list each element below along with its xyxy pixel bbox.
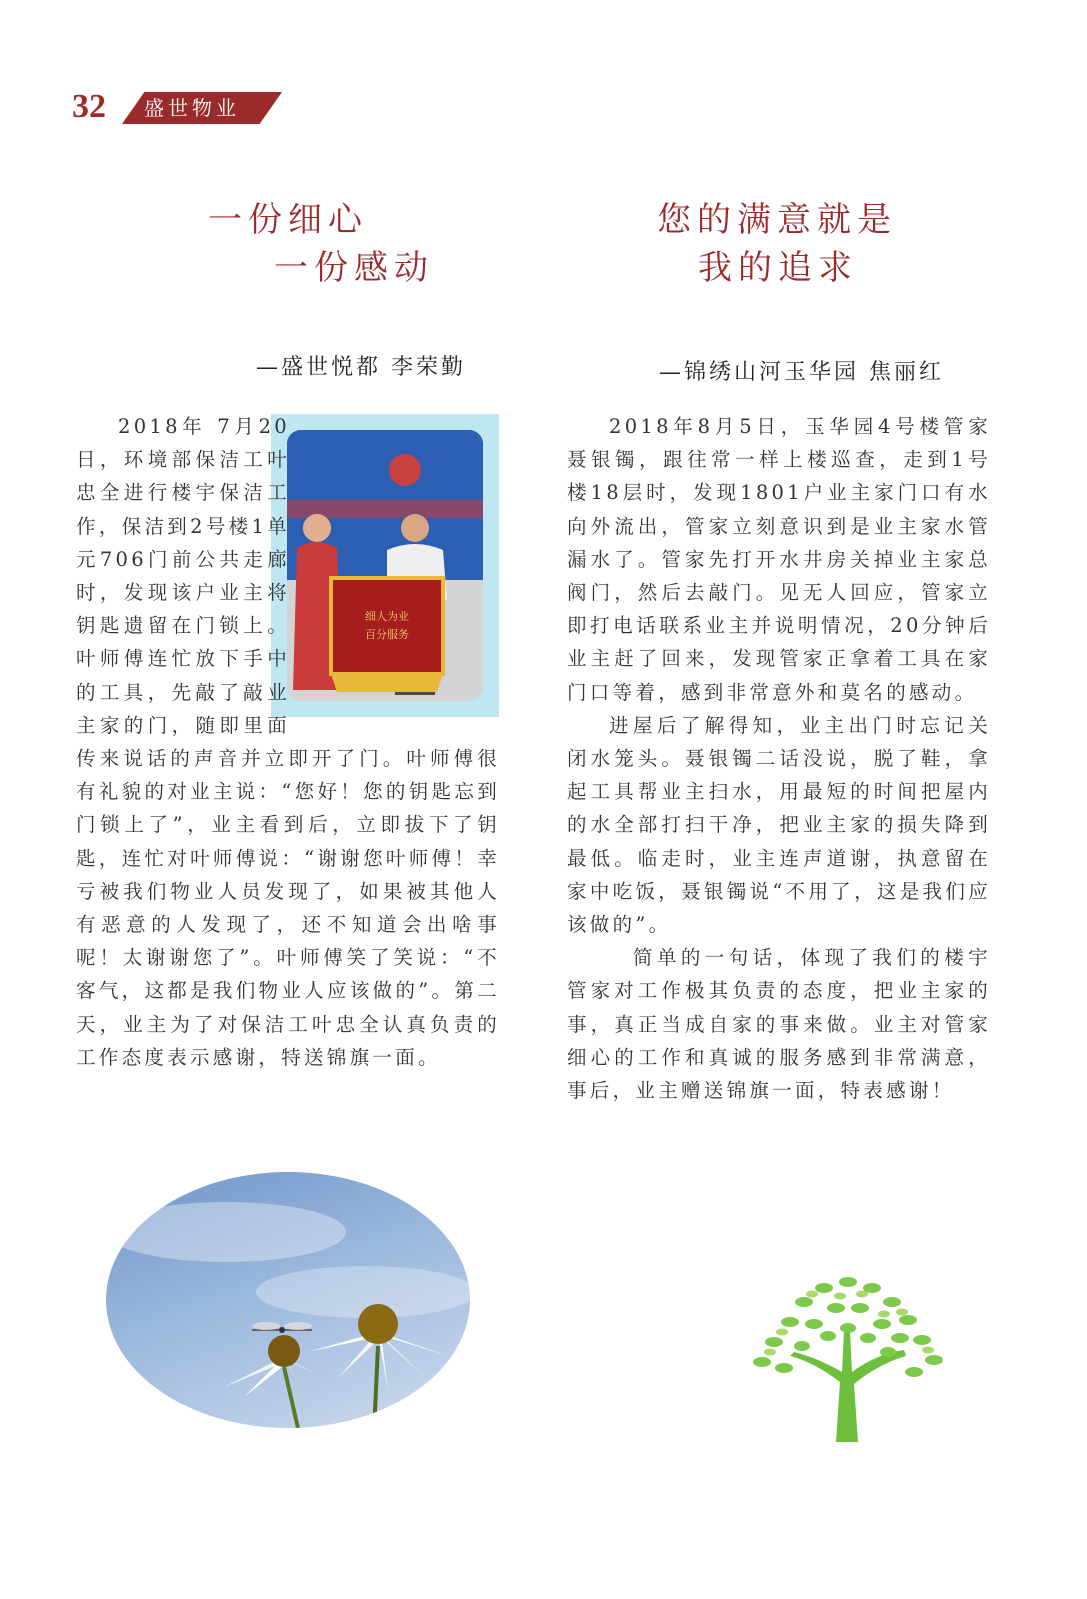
left-title-line2: 一份感动 [274,248,434,288]
page-number: 32 [72,88,106,125]
page-header [72,88,332,126]
right-title-line1: 您的满意就是 [657,200,897,240]
photo-float-spacer [290,410,500,724]
right-body-paragraph-1: 2018年8月5日，玉华园4号楼管家聂银镯，跟往常一样上楼巡查，走到1号楼18层时，发现1801户业主家门口有水向外流出，管家立刻意识到是业主家水管漏水了。管家先打开水井房关掉业主家总阀门，然后去敲门。见无人回应，管家立即打电话联系业主并说明情况，20分钟后业主赶了回来，发现管家正拿着工具在家门口等着，感到非常意外和莫名的感动。 [567,415,991,704]
right-body-paragraph-2: 进屋后了解得知，业主出门时忘记关闭水笼头。聂银镯二话没说，脱了鞋，拿起工具帮业主扫水，用最短的时间把屋内的水全部打扫干净，把业主家的损失降到最低。临走时，业主连声道谢，执意留在家中吃饭，聂银镯说“不用了，这是我们应该做的”。 [567,713,991,937]
right-article-body [567,410,991,1107]
left-body-paragraph: 2018年 7月20日，环境部保洁工叶忠全进行楼宇保洁工作，保洁到2号楼1单元706门前公共走廊时，发现该户业主将钥匙遗留在门锁上。叶师傅连忙放下手中的工具，先敲了敲业主家的门，随即里面传来说话的声音并立即开了门。叶师傅很有礼貌的对业主说：“您好！您的钥匙忘到门锁上了”，业主看到后，立即拔下了钥匙，连忙对叶师傅说：“谢谢您叶师傅！幸亏被我们物业人员发现了，如果被其他人有恶意的人发现了，还不知道会出啥事呢！太谢谢您了”。叶师傅笑了笑说：“不客气，这都是我们物业人应该做的”。第二天，业主为了对保洁工叶忠全认真负责的工作态度表示感谢，特送锦旗一面。 [76,415,500,1069]
tree-illustration [744,1272,950,1442]
right-byline: —锦绣山河玉华园 焦丽红 [659,360,944,385]
section-title: 盛世物业 [144,96,240,120]
left-title-line1: 一份细心 [208,200,368,240]
flower-oval-image [106,1172,470,1428]
right-title-line2: 我的追求 [698,248,858,288]
tree-icon [744,1272,950,1442]
left-article-body [76,410,500,1074]
flower-illustration [106,1172,470,1428]
banner-line-2: 百分服务 [365,628,409,641]
left-byline: —盛世悦都 李荣勤 [256,355,466,380]
right-body-paragraph-3: 简单的一句话，体现了我们的楼宇管家对工作极其负责的态度，把业主家的事，真正当成自家的事来做。业主对管家细心的工作和真诚的服务感到非常满意，事后，业主赠送锦旗一面，特表感谢！ [567,946,991,1103]
banner-line-1: 细人为业 [365,610,409,623]
